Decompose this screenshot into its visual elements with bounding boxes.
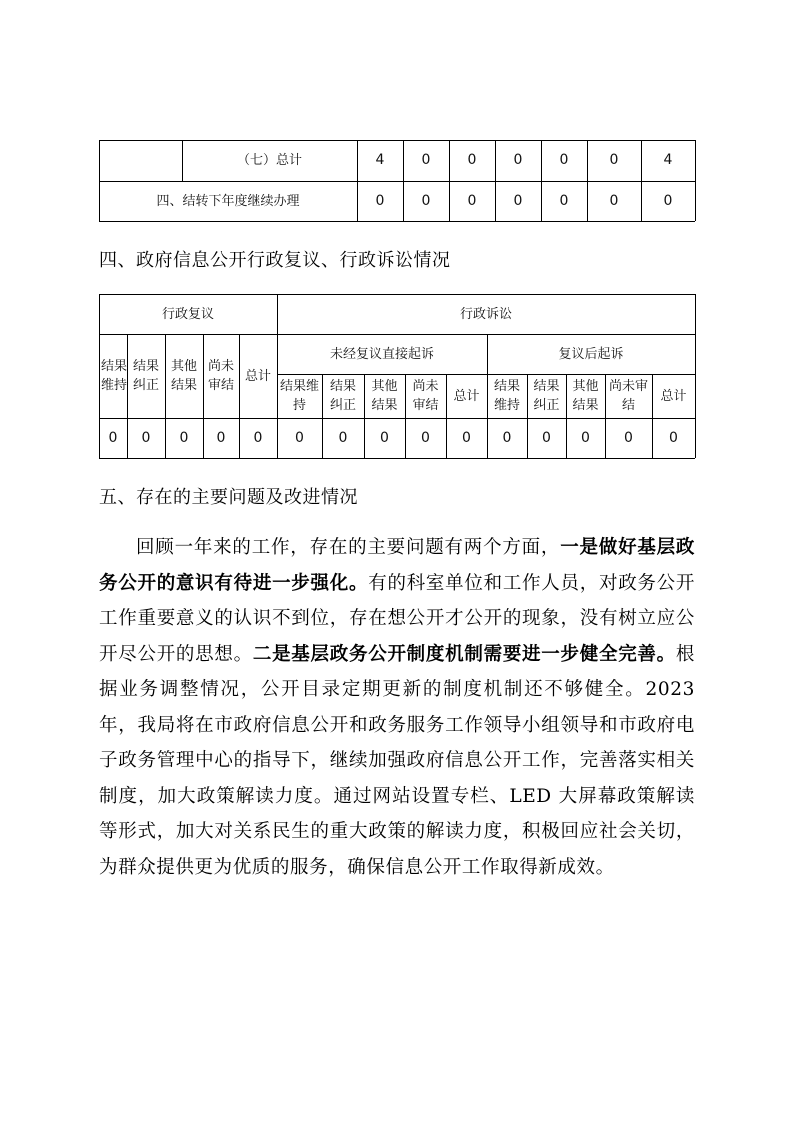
problem-one-bold: 一是做好基层政务公开的意识有待进一步强化。 <box>99 537 696 594</box>
table-cell: 0 <box>467 192 477 209</box>
table-cell: 0 <box>216 429 226 446</box>
table-cell: 0 <box>581 429 590 446</box>
table-cell: 0 <box>380 429 389 446</box>
table-cell: 0 <box>253 429 263 446</box>
table-cell: 0 <box>295 429 304 446</box>
column-header: 总计 <box>660 388 687 404</box>
table-cell: 0 <box>513 152 523 168</box>
column-header: 总计 <box>244 368 271 384</box>
table-cell: 0 <box>559 152 569 168</box>
header-admin-litigation: 行政诉讼 <box>459 306 512 322</box>
column-header: 尚未审结 <box>207 359 234 393</box>
table-cell: 0 <box>559 192 569 209</box>
row-label-total: （七）总计 <box>236 153 302 168</box>
section-4-heading: 四、政府信息公开行政复议、行政诉讼情况 <box>99 250 451 271</box>
column-header: 结果纠正 <box>329 379 356 413</box>
column-header: 结果纠正 <box>533 379 560 413</box>
column-header: 结果维持 <box>493 379 520 413</box>
column-header: 总计 <box>453 388 480 404</box>
column-header: 尚未审结 <box>608 379 648 413</box>
table-cell: 0 <box>624 429 633 446</box>
paragraph-text: 回顾一年来的工作，存在的主要问题有两个方面， <box>136 537 561 558</box>
row-label-carryover: 四、结转下年度继续办理 <box>156 193 300 209</box>
problem-two-bold: 二是基层政务公开制度机制需要进一步健全完善。 <box>252 643 676 665</box>
table-cell: 0 <box>513 192 523 209</box>
header-direct-suit: 未经复议直接起诉 <box>329 346 434 362</box>
table-cell: 0 <box>141 429 151 446</box>
column-header: 其他结果 <box>371 379 398 413</box>
table-cell: 0 <box>338 429 348 446</box>
paragraph-text: 有的科室单位和工作人员，对政务公开工作重要意义的认识不到位，存在想公开才公开的现象，没有树立应公开尽公开的思想。 <box>99 572 695 665</box>
column-header: 其他结果 <box>572 379 599 413</box>
table-cell: 0 <box>609 152 619 168</box>
header-admin-review: 行政复议 <box>161 306 214 322</box>
column-header: 其他结果 <box>170 359 197 393</box>
column-header: 结果纠正 <box>132 359 159 393</box>
table-cell: 0 <box>421 152 431 168</box>
table-cell: 0 <box>462 429 471 446</box>
column-header: 结果维持 <box>100 359 127 393</box>
table-cell: 4 <box>375 152 385 168</box>
table-cell: 0 <box>421 192 431 209</box>
table-cell: 0 <box>663 192 673 209</box>
paragraph-text: 根据业务调整情况，公开目录定期更新的制度机制还不够健全。2023 年，我局将在市政府信息公开和政务服务工作领导小组领导和市政府电子政务管理中心的指导下，继续加强政府信息公开工作，完善落实相关制度，加大政策解读力度。通过网站设置专栏、LED 大屏幕政策解读等形式，加大对关系民生的重大政策的解读力度，积极回应社会关切，为群众提供更为优质的服务，确保信息公开工作取得新成效。 <box>99 643 695 878</box>
problems-paragraph <box>99 530 695 885</box>
table-cell: 0 <box>108 429 118 446</box>
column-header: 结果维持 <box>279 379 319 413</box>
table-cell: 0 <box>179 429 189 446</box>
column-header: 尚未审结 <box>412 379 439 413</box>
table-cell: 0 <box>467 152 477 168</box>
header-after-review-suit: 复议后起诉 <box>558 346 624 362</box>
table-cell: 0 <box>502 429 512 446</box>
table-cell: 0 <box>542 429 551 446</box>
table-cell: 0 <box>421 429 430 446</box>
section-5-heading: 五、存在的主要问题及改进情况 <box>99 487 358 508</box>
table-cell: 0 <box>669 429 678 446</box>
table-cell: 0 <box>609 192 619 209</box>
table-cell: 4 <box>663 152 673 168</box>
table-cell: 0 <box>375 192 385 209</box>
